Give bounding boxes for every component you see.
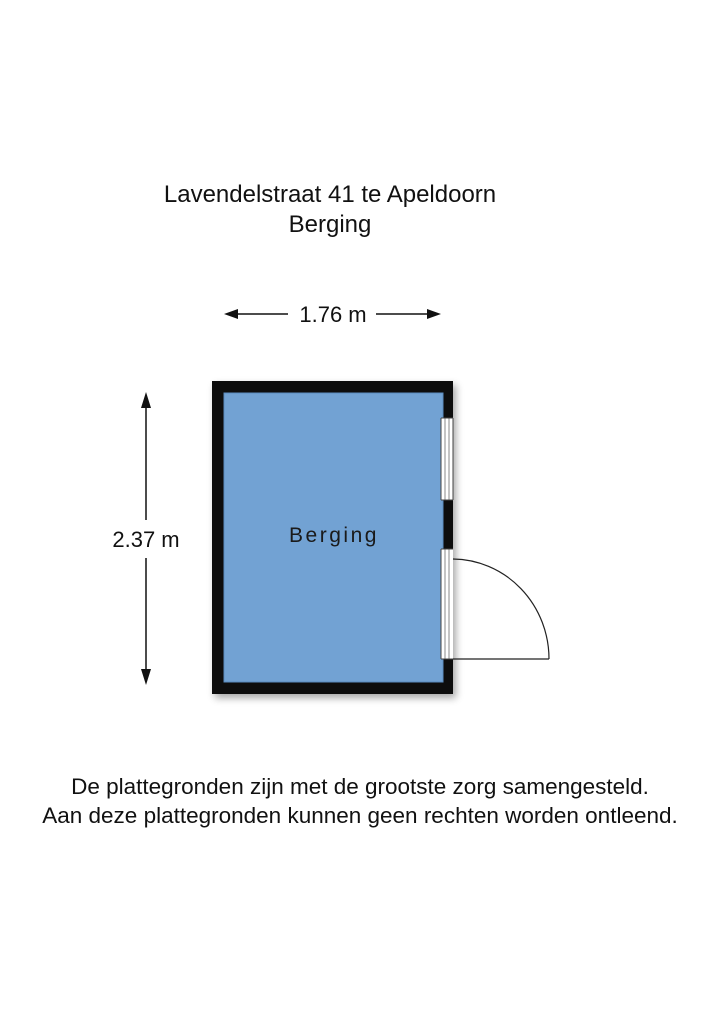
window-opening xyxy=(441,418,453,500)
floor-subtitle: Berging xyxy=(288,211,372,238)
width-arrow-right-head xyxy=(427,309,441,319)
disclaimer-line-1: De plattegronden zijn met de grootste zorg samengesteld. xyxy=(71,774,649,799)
height-label: 2.37 m xyxy=(112,527,180,552)
door-swing-arc xyxy=(453,559,549,659)
disclaimer-line-2: Aan deze plattegronden kunnen geen rechten worden ontleend. xyxy=(42,803,678,828)
height-arrow-bottom-head xyxy=(141,669,151,685)
width-label: 1.76 m xyxy=(299,302,367,327)
window xyxy=(441,418,453,500)
door-opening xyxy=(441,549,453,659)
door xyxy=(441,549,549,659)
disclaimer xyxy=(0,772,720,830)
address-title: Lavendelstraat 41 te Apeldoorn xyxy=(163,181,497,208)
width-arrow-left-head xyxy=(224,309,238,319)
room-label-berging: Berging xyxy=(289,524,379,547)
height-dimension xyxy=(112,392,179,685)
width-dimension xyxy=(224,302,441,327)
